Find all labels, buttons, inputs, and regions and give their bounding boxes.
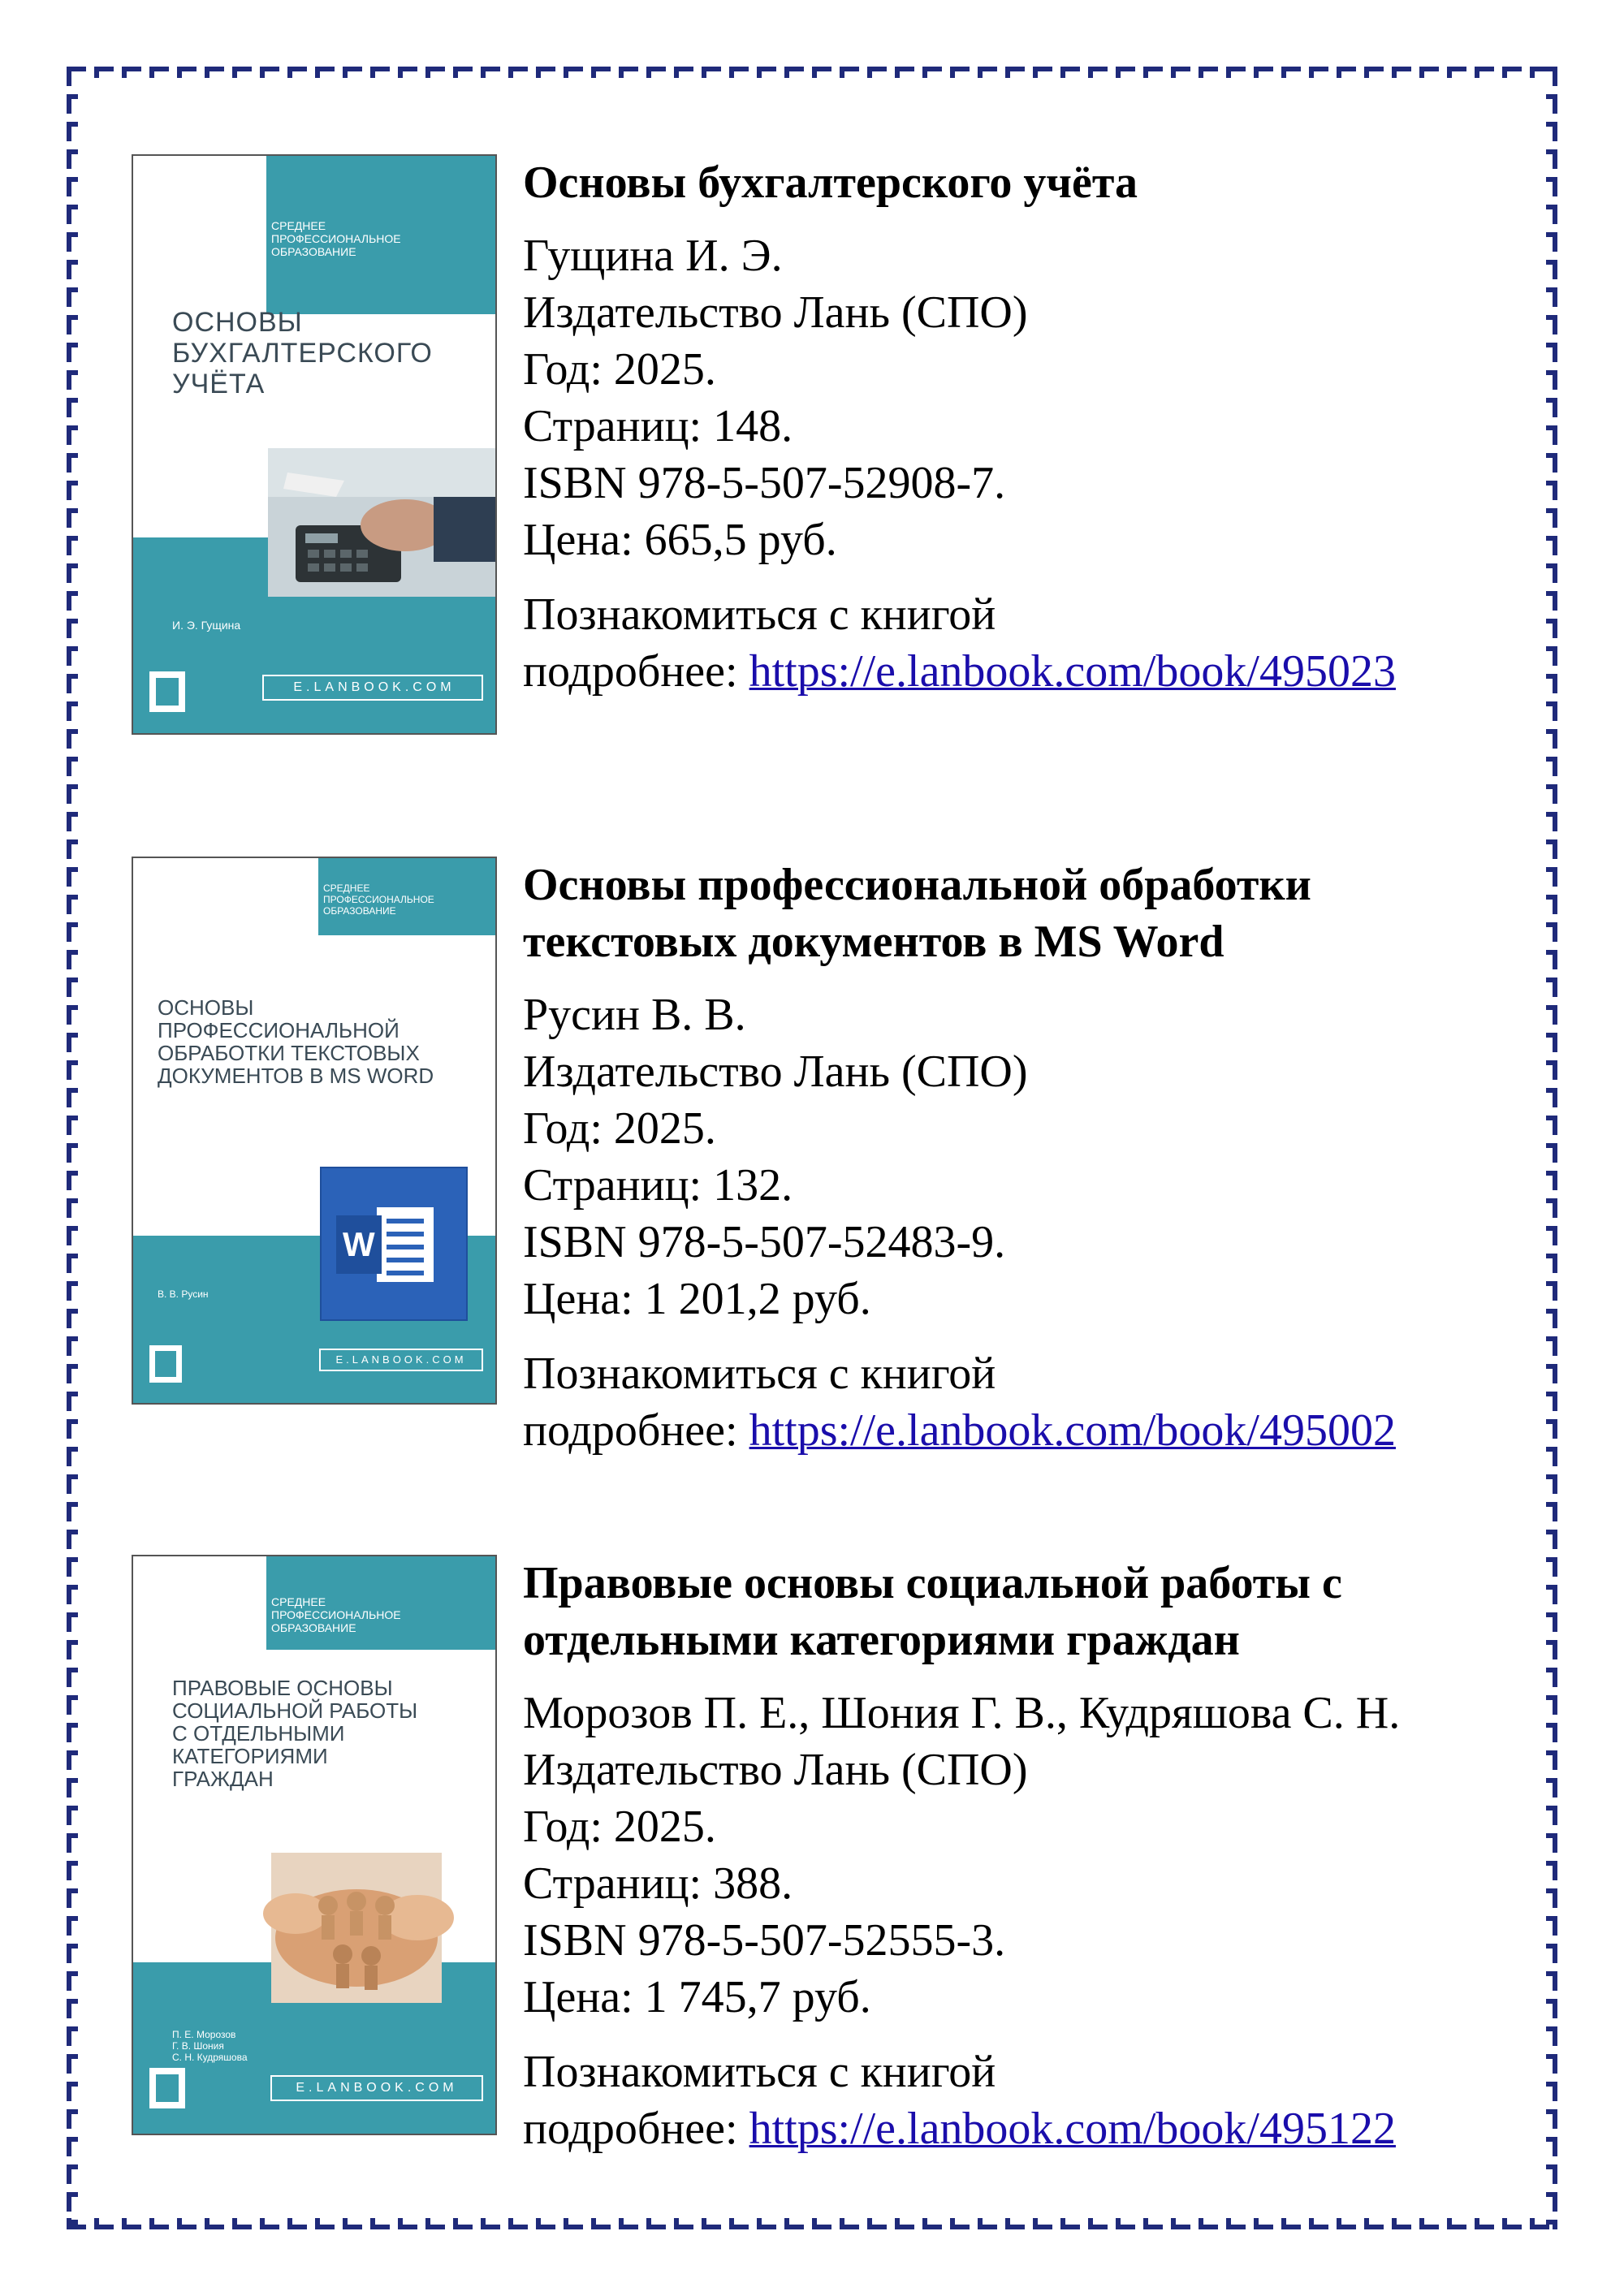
book-year: Год: 2025. (523, 1103, 716, 1154)
book-pages: Страниц: 132. (523, 1160, 793, 1211)
book-more-prefix: подробнее: (523, 1405, 749, 1456)
cover-author-1: И. Э. Гущина (172, 619, 241, 632)
book-isbn: ISBN 978-5-507-52908-7. (523, 458, 1006, 508)
cover-series-line: ПРОФЕССИОНАЛЬНОЕ (323, 894, 434, 905)
book-cover-3[interactable] (132, 1555, 497, 2135)
book-info-1 (523, 154, 1624, 700)
book-publisher: Издательство Лань (СПО) (523, 287, 1028, 338)
cover-title-1 (172, 307, 489, 399)
book-link[interactable]: https://e.lanbook.com/book/495122 (749, 2104, 1396, 2154)
book-price: Цена: 1 201,2 руб. (523, 1274, 871, 1324)
book-more-line (523, 643, 1624, 700)
book-more-text: Познакомиться с книгой (523, 1349, 996, 1399)
book-pages: Страниц: 148. (523, 401, 793, 451)
cover-series-line: СРЕДНЕЕ (271, 219, 326, 232)
book-title-line: Правовые основы социальной работы с (523, 1558, 1342, 1608)
book-more-prefix: подробнее: (523, 2104, 749, 2154)
cover-series-line: ОБРАЗОВАНИЕ (271, 245, 356, 258)
book-more-prefix: подробнее: (523, 646, 749, 697)
book-title-line: отдельными категориями граждан (523, 1615, 1240, 1665)
cover-title-line: УЧЁТА (172, 369, 266, 399)
book-year: Год: 2025. (523, 1802, 716, 1852)
cover-title-line: ОБРАБОТКИ ТЕКСТОВЫХ (158, 1041, 420, 1065)
cover-title-line: ПРАВОВЫЕ ОСНОВЫ (172, 1676, 393, 1700)
book-title (523, 857, 1624, 970)
cover-series-2 (323, 883, 494, 917)
cover-author-line: П. Е. Морозов (172, 2029, 236, 2040)
book-isbn: ISBN 978-5-507-52483-9. (523, 1217, 1006, 1267)
cover-author-line: Г. В. Шония (172, 2040, 224, 2052)
book-link[interactable]: https://e.lanbook.com/book/495023 (749, 646, 1396, 697)
book-price: Цена: 665,5 руб. (523, 515, 837, 565)
cover-site-1: E.LANBOOK.COM (293, 680, 456, 694)
cover-title-line: ПРОФЕССИОНАЛЬНОЙ (158, 1018, 400, 1042)
book-info-3 (523, 1555, 1624, 2157)
book-title (523, 1555, 1624, 1668)
book-entry-2 (132, 857, 1512, 1456)
book-publisher: Издательство Лань (СПО) (523, 1047, 1028, 1097)
book-title-line: текстовых документов в MS Word (523, 917, 1224, 967)
cover-title-line: ОСНОВЫ (158, 995, 254, 1020)
book-author: Морозов П. Е., Шония Г. В., Кудряшова С. Н. (523, 1688, 1401, 1738)
book-author: Русин В. В. (523, 990, 746, 1040)
book-more-line (523, 1402, 1624, 1459)
book-more (523, 1345, 1624, 1459)
book-author: Гущина И. Э. (523, 231, 783, 281)
book-more-text: Познакомиться с книгой (523, 589, 996, 640)
book-more-line (523, 2100, 1624, 2157)
book-cover-1[interactable] (132, 154, 497, 735)
book-cover-art-2 (133, 858, 495, 1403)
cover-title-2 (158, 996, 490, 1087)
book-cover-2[interactable] (132, 857, 497, 1405)
cover-authors-3 (172, 2029, 248, 2063)
cover-series-1 (271, 219, 490, 258)
book-price: Цена: 1 745,7 руб. (523, 1972, 871, 2022)
book-more (523, 586, 1624, 700)
book-entry-3 (132, 1555, 1512, 2154)
book-publisher: Издательство Лань (СПО) (523, 1745, 1028, 1795)
book-pages: Страниц: 388. (523, 1858, 793, 1909)
cover-title-line: С ОТДЕЛЬНЫМИ (172, 1721, 345, 1746)
cover-series-line: ОБРАЗОВАНИЕ (323, 905, 396, 917)
book-title-line: Основы бухгалтерского учёта (523, 158, 1138, 208)
cover-word-letter: W (343, 1225, 375, 1263)
book-entry-1 (132, 154, 1512, 739)
cover-site-3: E.LANBOOK.COM (296, 2081, 458, 2095)
cover-title-line: БУХГАЛТЕРСКОГО (172, 338, 433, 369)
cover-series-3 (271, 1595, 490, 1634)
cover-series-line: ПРОФЕССИОНАЛЬНОЕ (271, 1608, 401, 1621)
book-more (523, 2044, 1624, 2157)
cover-title-line: ОСНОВЫ (172, 307, 303, 338)
book-more-text: Познакомиться с книгой (523, 2047, 996, 2097)
cover-author-line: С. Н. Кудряшова (172, 2052, 248, 2063)
cover-title-line: КАТЕГОРИЯМИ (172, 1744, 328, 1768)
cover-title-line: ГРАЖДАН (172, 1767, 274, 1791)
cover-series-line: ОБРАЗОВАНИЕ (271, 1621, 356, 1634)
book-link[interactable]: https://e.lanbook.com/book/495002 (749, 1405, 1396, 1456)
book-title-line: Основы профессиональной обработки (523, 860, 1311, 910)
book-year: Год: 2025. (523, 344, 716, 395)
book-title (523, 154, 1624, 211)
cover-series-line: СРЕДНЕЕ (323, 883, 370, 894)
cover-title-line: ДОКУМЕНТОВ В MS WORD (158, 1064, 434, 1088)
cover-title-3 (172, 1677, 489, 1790)
cover-title-line: СОЦИАЛЬНОЙ РАБОТЫ (172, 1698, 418, 1723)
cover-site-2: E.LANBOOK.COM (335, 1353, 467, 1366)
cover-series-line: СРЕДНЕЕ (271, 1595, 326, 1608)
book-isbn: ISBN 978-5-507-52555-3. (523, 1915, 1006, 1966)
cover-series-line: ПРОФЕССИОНАЛЬНОЕ (271, 232, 401, 245)
book-info-2 (523, 857, 1624, 1459)
cover-author-2: В. В. Русин (158, 1288, 209, 1300)
